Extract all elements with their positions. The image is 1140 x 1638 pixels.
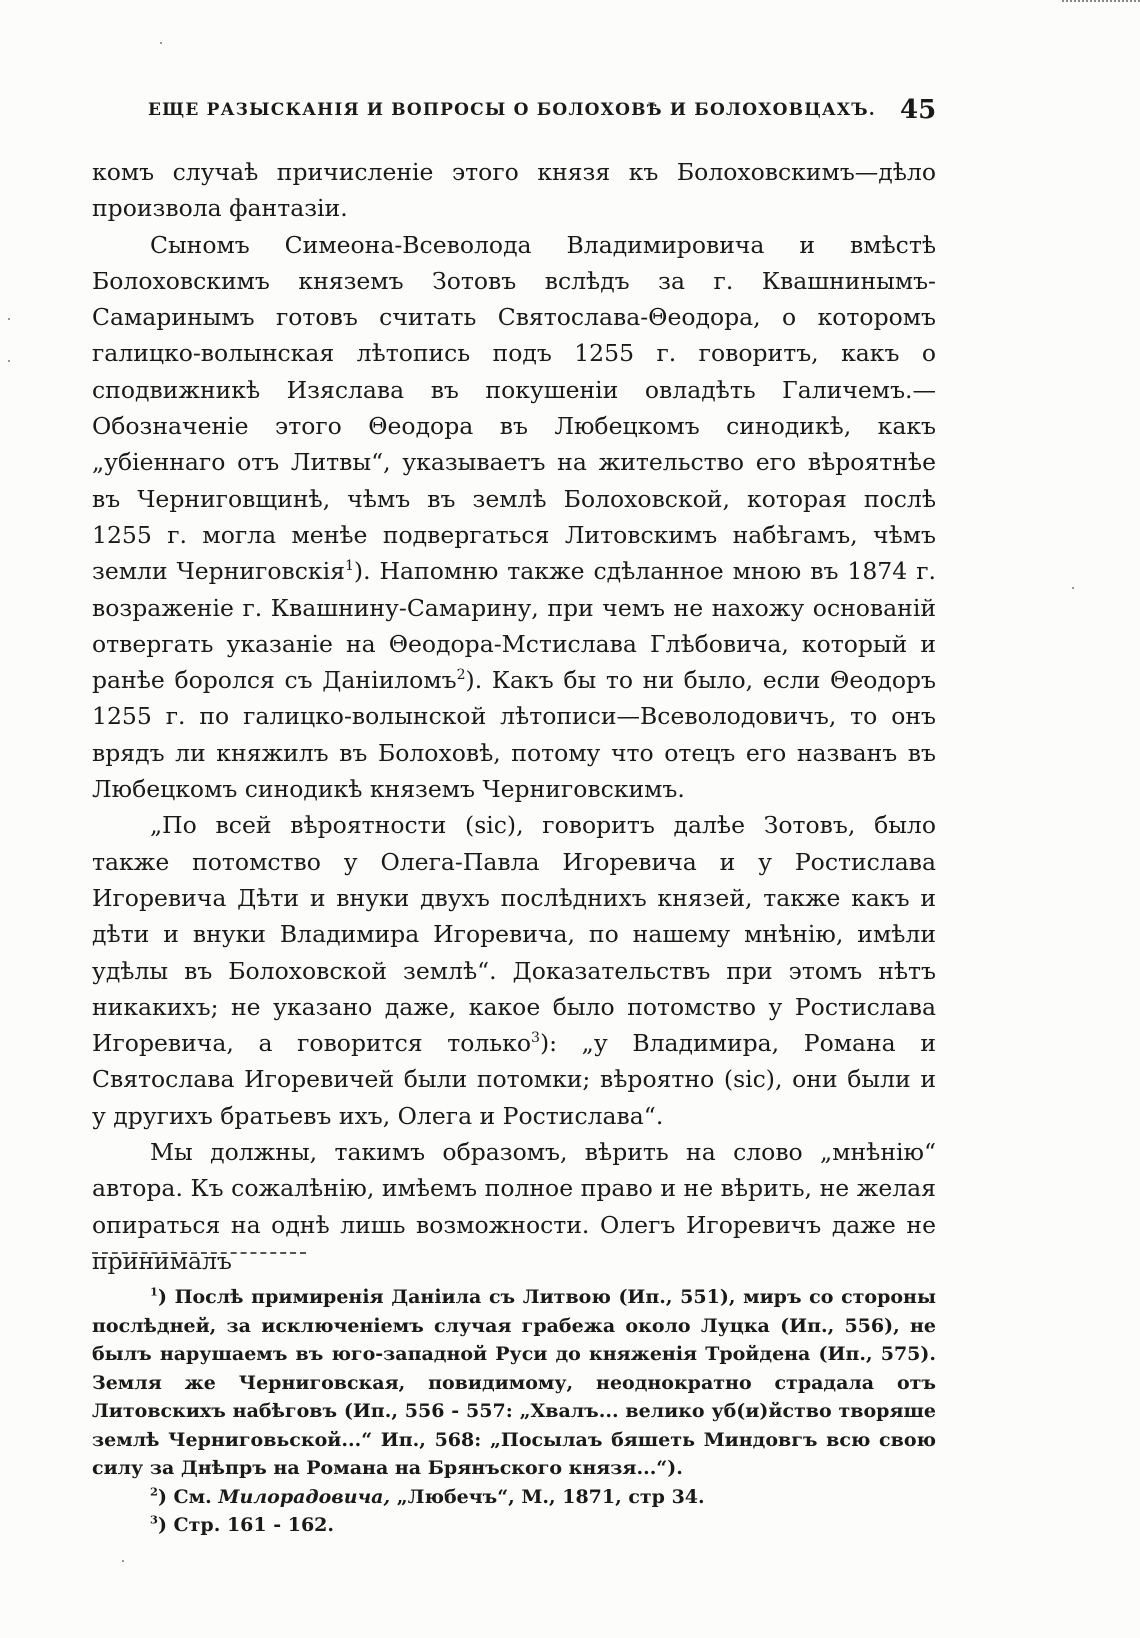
footnote-1 [92,1283,936,1483]
paragraph-4: Мы должны, такимъ образомъ, вѣрить на слово „мнѣнію“ автора. Къ сожалѣнію, имѣемъ полное право и не вѣрить, не желая опираться на однѣ лишь возможности. Олегъ Игоревичъ даже не принималъ [92,1138,936,1275]
paragraph-2-part-2: ). Напомню также сдѣланное мною въ 1874 г. возраженіе г. Квашнину-Самарину, при чемъ не нахожу основаній отвергать указаніе на Θеодора-Мстислава Глѣбовича, который и ранѣе боролся съ Даніиломъ [92,557,937,695]
main-text [92,154,936,1279]
scan-speck [8,360,10,362]
paragraph-3-part-2: ): „у Владимира, Романа и Святослава Игоревичей были потомки; вѣроятно (sic), они были и у другихъ братьевъ ихъ, Олега и Ростислава“. [92,1029,936,1130]
footnote-ref-1[interactable]: 1 [344,558,354,575]
paragraph-3 [92,807,936,1134]
paragraph-2-part-3: ). Какъ бы то ни было, если Θеодоръ 1255 г. по галицко-волынской лѣтописи—Всеволодовичъ, то онъ врядъ ли княжилъ въ Болоховѣ, потому что отецъ его названъ въ Любецкомъ синодикѣ княземъ Черниговскимъ. [92,666,936,804]
paragraph-1: комъ случаѣ причисленіе этого князя къ Болоховскимъ—дѣло произвола фантазіи. [92,158,936,223]
paragraph-2-part-1: Сыномъ Симеона-Всеволода Владимировича и вмѣстѣ Болоховскимъ княземъ Зотовъ вслѣдъ за г. Квашнинымъ-Самаринымъ готовъ считать Святослава-Θеодора, о которомъ галицко-волынская лѣтопись подъ 1255 г. говоритъ, какъ о сподвижникѣ Изяслава въ покушеніи овладѣть Галичемъ.—Обозначеніе этого Θеодора въ Любецкомъ синодикѣ, какъ „убіеннаго отъ Литвы“, указываетъ на жительство его вѣроятнѣе въ Черниговщинѣ, чѣмъ въ землѣ Болоховской, которая послѣ 1255 г. могла менѣе подвергаться Литовскимъ набѣгамъ, чѣмъ земли Черниговскія [92,230,936,586]
scan-speck [160,42,162,44]
paragraph-3-part-1: „По всей вѣроятности (sic), говоритъ далѣе Зотовъ, было также потомство у Олега-Павла Игоревича и у Ростислава Игоревича Дѣти и внуки двухъ послѣднихъ князей, также какъ и дѣти и внуки Владимира Игоревича, по нашему мнѣнію, имѣли удѣлы въ Болоховской землѣ“. Доказательствъ при этомъ нѣтъ никакихъ; не указано даже, какое было потомство у Ростислава Игоревича, а говорится только [92,811,936,1058]
scan-speck [1072,587,1074,589]
footnotes [92,1283,936,1540]
footnote-3-mark: 3 [150,1512,158,1527]
running-title: ЕЩЕ РАЗЫСКАНІЯ И ВОПРОСЫ О БОЛОХОВѢ И БОЛОХОВЦАХЪ. [148,100,876,120]
footnote-2-prefix: ) См. [157,1485,219,1508]
paragraph-2 [92,227,936,808]
footnote-separator [92,1252,306,1254]
footnote-1-mark: 1 [150,1284,158,1299]
scan-speck [122,1560,124,1562]
footnote-2 [92,1483,936,1512]
footnote-3-text: ) Стр. 161 - 162. [157,1514,335,1536]
scan-speck [8,318,10,320]
page-number: 45 [900,95,937,125]
footnote-2-mark: 2 [150,1484,158,1499]
footnote-3 [92,1511,936,1540]
footnote-ref-2[interactable]: 2 [456,667,466,684]
footnote-2-author: Милорадовича, [218,1485,391,1508]
footnote-1-text: ) Послѣ примиренія Даніила съ Литвою (Ип., 551), миръ со стороны послѣдней, за исключеніемъ случая грабежа около Луцка (Ип., 556), не былъ нарушаемъ въ юго-западной Руси до княженія Тройдена (Ип., 575). Земля же Черниговская, повидимому, неоднократно страдала отъ Литовскихъ набѣговъ (Ип., 556 - 557: „Хвалъ... велико уб(и)йство творяше землѣ Черниговьской...“ Ип., 568: „Посылаъ бяшеть Миндовгъ всю свою силу за Днѣпръ на Романа на Брянъского князя...“). [92,1286,936,1479]
footnote-2-source: „Любечъ“, М., 1871, стр 34. [390,1485,705,1508]
footnote-ref-3[interactable]: 3 [530,1030,540,1047]
scan-edge-mark [1062,0,1140,2]
